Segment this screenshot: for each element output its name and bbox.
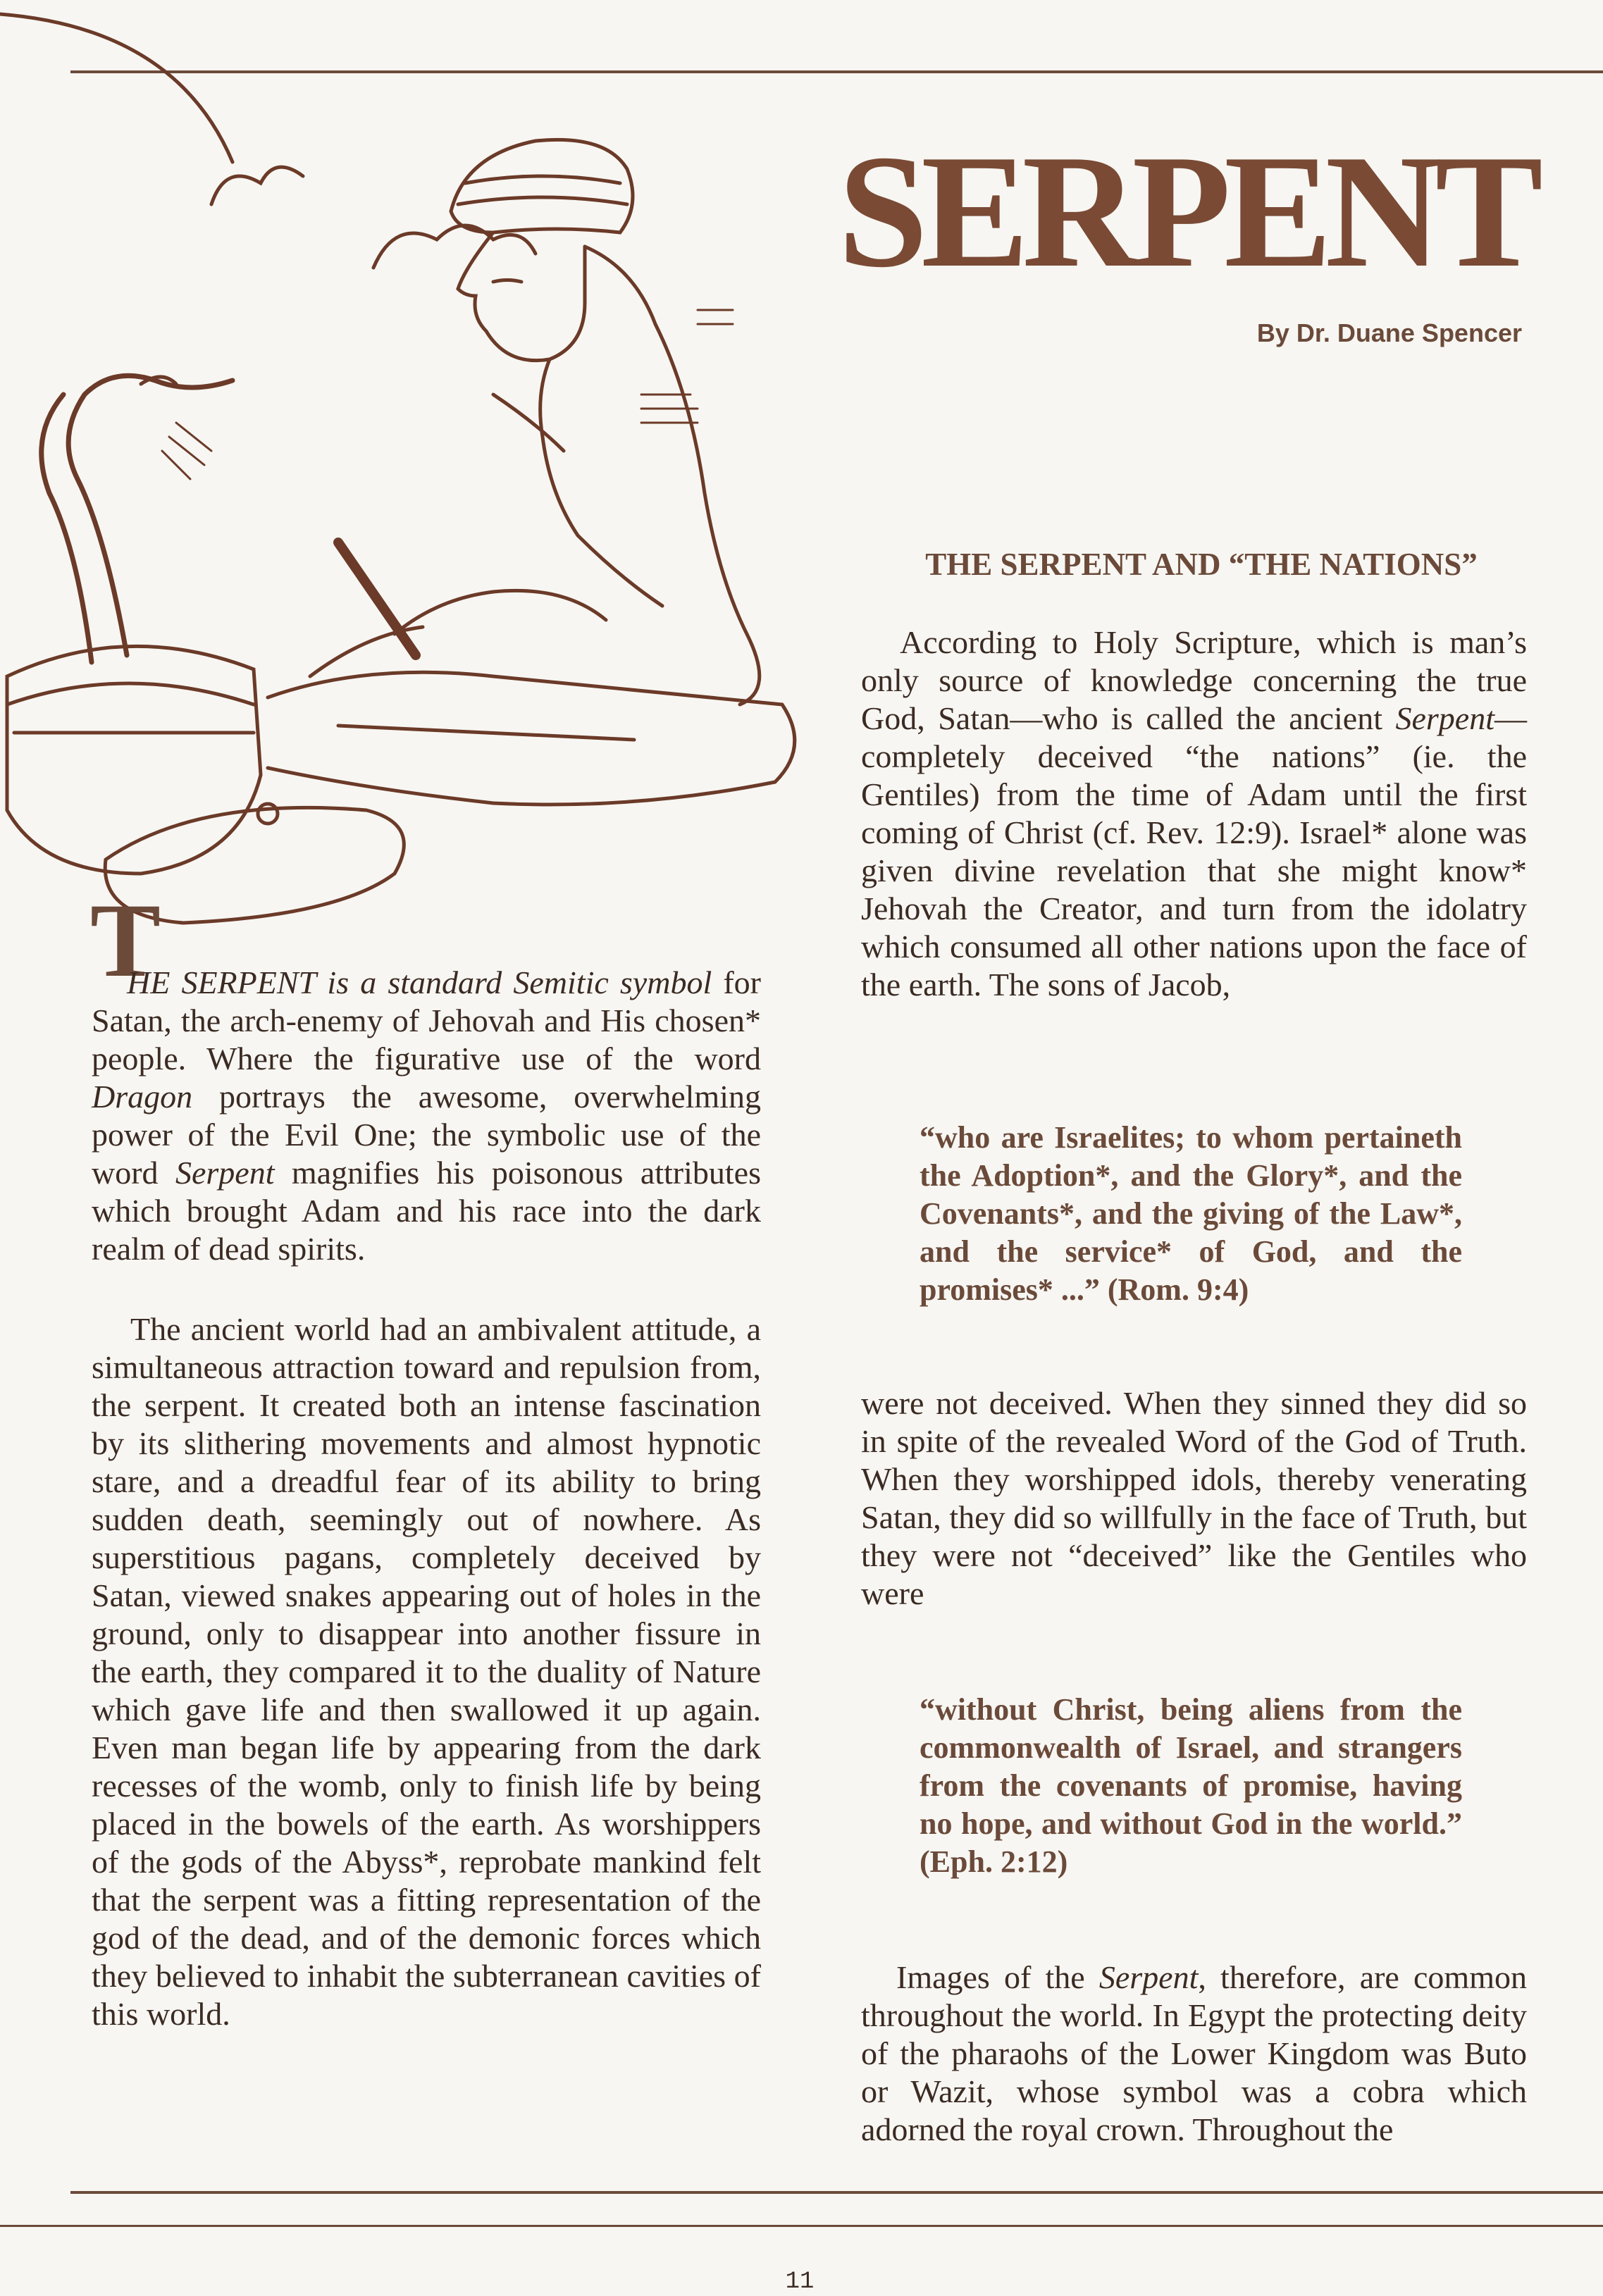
torso bbox=[585, 247, 760, 705]
legs bbox=[268, 672, 795, 805]
quote-ephesians: “without Christ, being aliens from the commonwealth of Israel, and strangers from the covenants of promise, having no hope, and without God in the world.” (Eph. 2:12) bbox=[920, 1692, 1462, 1879]
right-paragraph-1: According to Holy Scripture, which is man’s only source of knowledge concerning the true God, Satan—who is called the ancient Serpent—completely deceived “the nations” (ie. the Gentiles) from the time of Adam until the first coming of Christ (cf. Rev. 12:9). Israel* alone was given divine revelation that she might know* Jehovah the Creator, and turn from the idolatry which consumed all other nations upon the face of the earth. The sons of Jacob, bbox=[861, 624, 1527, 1003]
cobra bbox=[68, 376, 233, 655]
page-number: 11 bbox=[785, 2269, 815, 2295]
byline: By Dr. Duane Spencer bbox=[1256, 318, 1522, 347]
footer-rule bbox=[0, 2225, 1603, 2227]
cloud-left bbox=[211, 167, 303, 204]
right-paragraph-2: were not deceived. When they sinned they did so in spite of the revealed Word of the God of Truth. When they worshipped idols, thereby venerating Satan, they did so willfully in the face of Truth, but they were not “deceived” like the Gentiles who were bbox=[861, 1385, 1527, 1611]
right-paragraph-3: Images of the Serpent, therefore, are common throughout the world. In Egypt the protecting deity of the pharaohs of the Lower Kingdom was Buto or Wazit, whose symbol was a cobra which adorned the royal crown. Throughout the bbox=[861, 1959, 1527, 2147]
snake-charmer-illustration bbox=[0, 0, 867, 958]
article-title: SERPENT bbox=[838, 121, 1536, 301]
quote-romans: “who are Israelites; to whom pertaineth the Adoption*, and the Glory*, and the Covenants*, and the giving of the Law*, and the service* of God, and the promises* ...” (Rom. 9:4) bbox=[920, 1120, 1462, 1307]
corner-arc bbox=[0, 14, 233, 162]
left-paragraph-2: The ancient world had an ambivalent attitude, a simultaneous attraction toward and repulsion from, the serpent. It created both an intense fascination by its slithering movements and almost hypnotic stare, and a dreadful fear of its ability to bring sudden death, seemingly out of nowhere. As superstitious pagans, completely deceived by Satan, viewed snakes appearing out of holes in the ground, only to disappear into another fissure in the earth, they compared it to the duality of Nature which gave life and then swallowed it up again. Even man began life by appearing from the dark recesses of the womb, only to finish life by being placed in the bowels of the earth. As worshippers of the gods of the Abyss*, reprobate mankind felt that the serpent was a fitting representation of the god of the dead, and of the demonic forces which they believed to inhabit the subterranean cavities of this world. bbox=[92, 1311, 761, 2032]
turban bbox=[451, 139, 633, 232]
face bbox=[458, 232, 585, 361]
left-paragraph-1: HE SERPENT is a standard Semitic symbol for Satan, the arch-enemy of Jehovah and His chosen* people. Where the figurative use of the word Dragon portrays the awesome, overwhelming power of the Evil One; the symbolic use of the word Serpent magnifies his poisonous attributes which brought Adam and his race into the dark realm of dead spirits. bbox=[92, 964, 762, 1267]
basket bbox=[7, 646, 261, 874]
bottom-rule bbox=[70, 2191, 1603, 2194]
lead-italic: HE SERPENT is a standard Semitic symbol bbox=[127, 964, 712, 1000]
section-heading: THE SERPENT AND “THE NATIONS” bbox=[925, 547, 1478, 582]
dropcap: T bbox=[90, 882, 161, 999]
